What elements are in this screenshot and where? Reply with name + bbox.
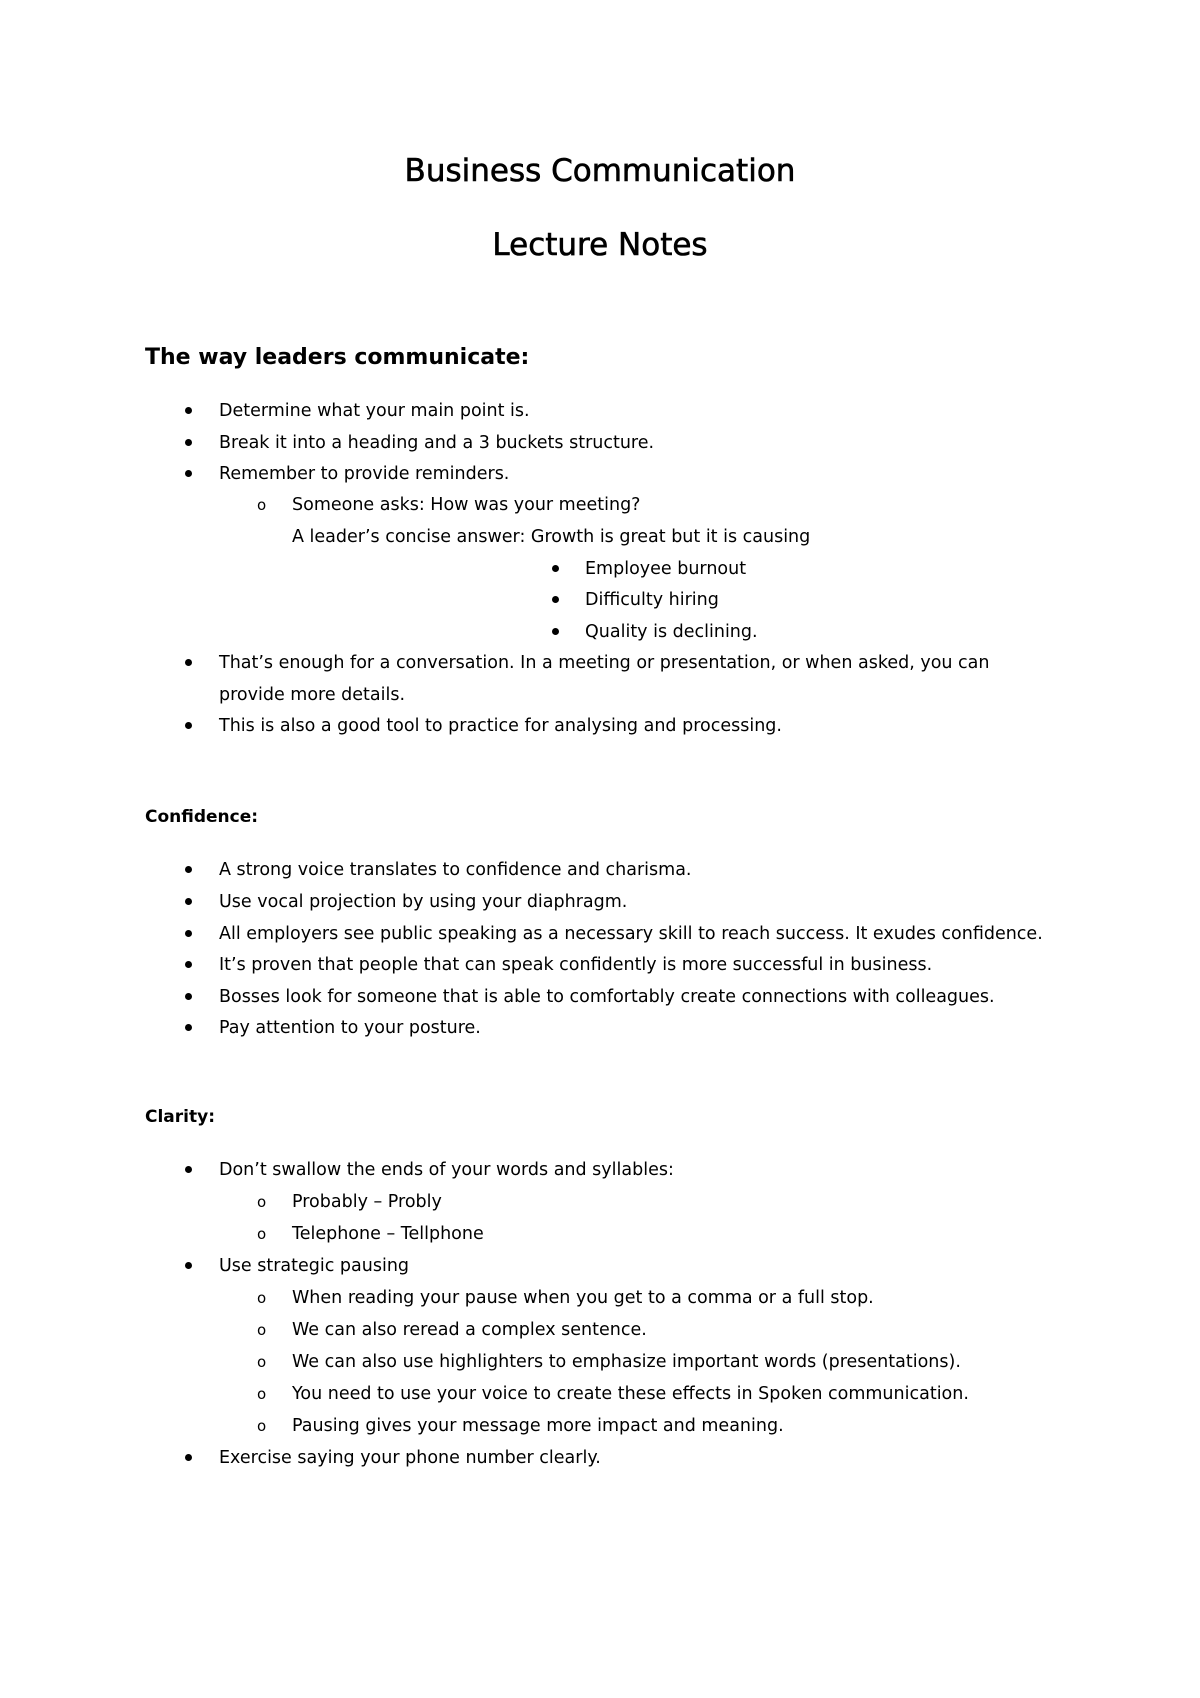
- list-item: This is also a good tool to practice for analysing and processing.: [219, 716, 782, 736]
- document-subtitle: Lecture Notes: [492, 227, 708, 263]
- nested-list-item: Quality is declining.: [585, 622, 758, 642]
- list-item: Remember to provide reminders.: [219, 464, 510, 484]
- bullet-icon: [185, 470, 192, 477]
- bullet-icon: [185, 866, 192, 873]
- list-item: All employers see public speaking as a necessary skill to reach success. It exudes confidence.: [219, 924, 1043, 944]
- document-title: Business Communication: [404, 153, 796, 189]
- bullet-icon: [185, 659, 192, 666]
- circle-bullet-icon: o: [257, 496, 267, 514]
- bullet-icon: [185, 1262, 192, 1269]
- bullet-icon: [552, 565, 559, 572]
- bullet-icon: [185, 1166, 192, 1173]
- list-item-continuation: provide more details.: [219, 685, 406, 705]
- section-heading-confidence: Confidence:: [145, 807, 259, 827]
- list-item: A strong voice translates to confidence and charisma.: [219, 860, 692, 880]
- circle-bullet-icon: o: [257, 1353, 267, 1371]
- list-item: It’s proven that people that can speak confidently is more successful in business.: [219, 955, 933, 975]
- sub-list-item: Telephone – Tellphone: [292, 1224, 484, 1244]
- list-item: Don’t swallow the ends of your words and syllables:: [219, 1160, 674, 1180]
- circle-bullet-icon: o: [257, 1385, 267, 1403]
- bullet-icon: [185, 1024, 192, 1031]
- bullet-icon: [552, 628, 559, 635]
- sub-list-item: We can also reread a complex sentence.: [292, 1320, 647, 1340]
- sub-list-item: We can also use highlighters to emphasize important words (presentations).: [292, 1352, 961, 1372]
- sub-list-item-continuation: A leader’s concise answer: Growth is great but it is causing: [292, 527, 811, 547]
- list-item: That’s enough for a conversation. In a meeting or presentation, or when asked, you can: [219, 653, 990, 673]
- bullet-icon: [185, 407, 192, 414]
- bullet-icon: [185, 722, 192, 729]
- sub-list-item: Pausing gives your message more impact and meaning.: [292, 1416, 784, 1436]
- bullet-icon: [552, 596, 559, 603]
- sub-list-item: When reading your pause when you get to a comma or a full stop.: [292, 1288, 874, 1308]
- circle-bullet-icon: o: [257, 1321, 267, 1339]
- nested-list-item: Difficulty hiring: [585, 590, 719, 610]
- bullet-icon: [185, 930, 192, 937]
- nested-list-item: Employee burnout: [585, 559, 747, 579]
- list-item: Exercise saying your phone number clearly.: [219, 1448, 601, 1468]
- bullet-icon: [185, 898, 192, 905]
- sub-list-item: You need to use your voice to create these effects in Spoken communication.: [292, 1384, 969, 1404]
- section-heading-leaders: The way leaders communicate:: [145, 345, 530, 370]
- list-item: Bosses look for someone that is able to comfortably create connections with colleagues.: [219, 987, 995, 1007]
- circle-bullet-icon: o: [257, 1289, 267, 1307]
- circle-bullet-icon: o: [257, 1417, 267, 1435]
- sub-list-item: Someone asks: How was your meeting?: [292, 495, 641, 515]
- bullet-icon: [185, 439, 192, 446]
- list-item: Determine what your main point is.: [219, 401, 530, 421]
- bullet-icon: [185, 1454, 192, 1461]
- circle-bullet-icon: o: [257, 1225, 267, 1243]
- bullet-icon: [185, 961, 192, 968]
- bullet-icon: [185, 993, 192, 1000]
- circle-bullet-icon: o: [257, 1193, 267, 1211]
- list-item: Use vocal projection by using your diaphragm.: [219, 892, 628, 912]
- list-item: Pay attention to your posture.: [219, 1018, 481, 1038]
- list-item: Break it into a heading and a 3 buckets structure.: [219, 433, 655, 453]
- list-item: Use strategic pausing: [219, 1256, 410, 1276]
- sub-list-item: Probably – Probly: [292, 1192, 442, 1212]
- section-heading-clarity: Clarity:: [145, 1107, 215, 1127]
